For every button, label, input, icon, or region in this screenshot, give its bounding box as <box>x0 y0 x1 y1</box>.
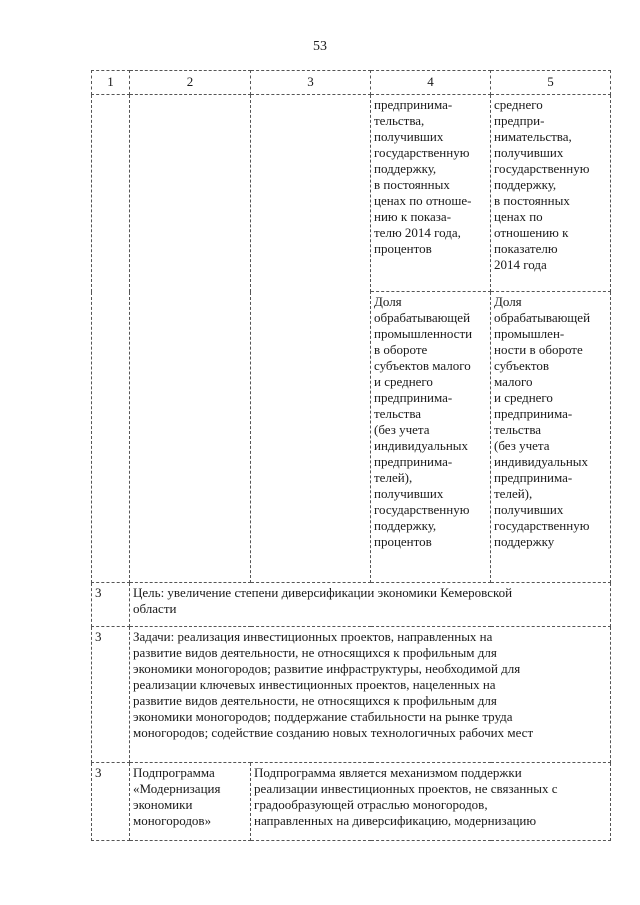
empty-cell-col-2 <box>130 95 251 583</box>
text-line: промышленности <box>374 326 473 341</box>
text-line: нимательства, <box>494 129 572 144</box>
text-line: государственную <box>374 145 470 160</box>
text-line: государственную <box>374 502 470 517</box>
header-col-3: 3 <box>251 71 371 95</box>
header-col-5: 5 <box>491 71 611 95</box>
text-line: субъектов <box>494 358 550 373</box>
text-line: Подпрограмма <box>133 765 215 780</box>
text-line: (без учета <box>374 422 430 437</box>
text-line: экономики <box>133 797 193 812</box>
text-line: поддержку <box>494 534 555 549</box>
page-number: 53 <box>313 39 327 54</box>
text-line: предпринима- <box>374 454 453 469</box>
text-line: субъектов малого <box>374 358 471 373</box>
text-line: моногородов» <box>133 813 212 828</box>
goal-row-number: 3 <box>92 583 130 627</box>
text-line: государственную <box>494 518 590 533</box>
text-line: и среднего <box>494 390 553 405</box>
subprogram-row <box>92 763 611 841</box>
text-line: тельства <box>374 406 422 421</box>
text-line: Подпрограмма является механизмом поддержки <box>254 765 522 780</box>
text-line: поддержку, <box>494 177 557 192</box>
text-line: экономики моногородов; поддержание стабильности на рынке труда <box>133 709 513 724</box>
text-line: ценах по <box>494 209 543 224</box>
empty-cell-col-1 <box>92 95 130 583</box>
header-col-2: 2 <box>130 71 251 95</box>
text-line: экономики моногородов; развитие инфраструктуры, необходимой для <box>133 661 521 676</box>
text-line: Задачи: реализация инвестиционных проектов, направленных на <box>133 629 493 644</box>
text-line: реализации инвестиционных проектов, не связанных с <box>254 781 558 796</box>
text-line: моногородов; содействие созданию новых технологичных рабочих мест <box>133 725 534 740</box>
text-line: Доля <box>494 294 522 309</box>
text-line: реализации ключевых инвестиционных проектов, нацеленных на <box>133 677 496 692</box>
text-line: индивидуальных <box>374 438 469 453</box>
text-line: области <box>133 601 177 616</box>
text-line: получивших <box>374 486 444 501</box>
text-line: градообразующей отраслью моногородов, <box>254 797 488 812</box>
goal-text <box>130 583 611 627</box>
text-line: (без учета <box>494 438 550 453</box>
tasks-row-number: 3 <box>92 627 130 763</box>
text-line: Доля <box>374 294 402 309</box>
text-line: в постоянных <box>494 193 570 208</box>
tasks-row <box>92 627 611 763</box>
tasks-text <box>130 627 611 763</box>
text-line: поддержку, <box>374 161 437 176</box>
text-line: обрабатывающей <box>494 310 591 325</box>
text-line: телей), <box>494 486 533 501</box>
text-line: процентов <box>374 534 432 549</box>
indicator-2-name <box>371 292 491 583</box>
text-line: государственную <box>494 161 590 176</box>
text-line: предпринима- <box>494 470 573 485</box>
text-line: предпринима- <box>374 390 453 405</box>
text-line: телю 2014 года, <box>374 225 461 240</box>
text-line: обрабатывающей <box>374 310 471 325</box>
text-line: показателю <box>494 241 558 256</box>
text-line: нию к показа- <box>374 209 452 224</box>
subprogram-row-number: 3 <box>92 763 130 841</box>
text-line: тельства <box>494 422 542 437</box>
text-line: развитие видов деятельности, не относящихся к профильным для <box>133 693 497 708</box>
text-line: среднего <box>494 97 543 112</box>
indicator-1-value <box>491 95 611 292</box>
text-line: тельства, <box>374 113 425 128</box>
text-line: 2014 года <box>494 257 547 272</box>
indicator-1-name <box>371 95 491 292</box>
text-line: получивших <box>374 129 444 144</box>
goal-row <box>92 583 611 627</box>
text-line: ности в обороте <box>494 342 583 357</box>
subprogram-description <box>251 763 611 841</box>
text-line: направленных на диверсификацию, модернизацию <box>254 813 537 828</box>
passport-table <box>91 70 611 841</box>
text-line: поддержку, <box>374 518 437 533</box>
header-col-4: 4 <box>371 71 491 95</box>
text-line: и среднего <box>374 374 433 389</box>
text-line: предпринима- <box>494 406 573 421</box>
subprogram-name <box>130 763 251 841</box>
empty-cell-col-3 <box>251 95 371 583</box>
text-line: промышлен- <box>494 326 565 341</box>
header-col-1: 1 <box>92 71 130 95</box>
text-line: предпринима- <box>374 97 453 112</box>
indicator-2-value <box>491 292 611 583</box>
text-line: в обороте <box>374 342 428 357</box>
text-line: получивших <box>494 145 564 160</box>
text-line: отношению к <box>494 225 569 240</box>
text-line: развитие видов деятельности, не относящихся к профильным для <box>133 645 497 660</box>
text-line: малого <box>494 374 533 389</box>
text-line: получивших <box>494 502 564 517</box>
text-line: «Модернизация <box>133 781 221 796</box>
text-line: предпри- <box>494 113 545 128</box>
text-line: индивидуальных <box>494 454 589 469</box>
indicator-row-1 <box>92 95 611 292</box>
text-line: в постоянных <box>374 177 450 192</box>
text-line: телей), <box>374 470 413 485</box>
text-line: ценах по отноше- <box>374 193 472 208</box>
text-line: Цель: увеличение степени диверсификации экономики Кемеровской <box>133 585 513 600</box>
table-header-row <box>92 71 611 95</box>
text-line: процентов <box>374 241 432 256</box>
